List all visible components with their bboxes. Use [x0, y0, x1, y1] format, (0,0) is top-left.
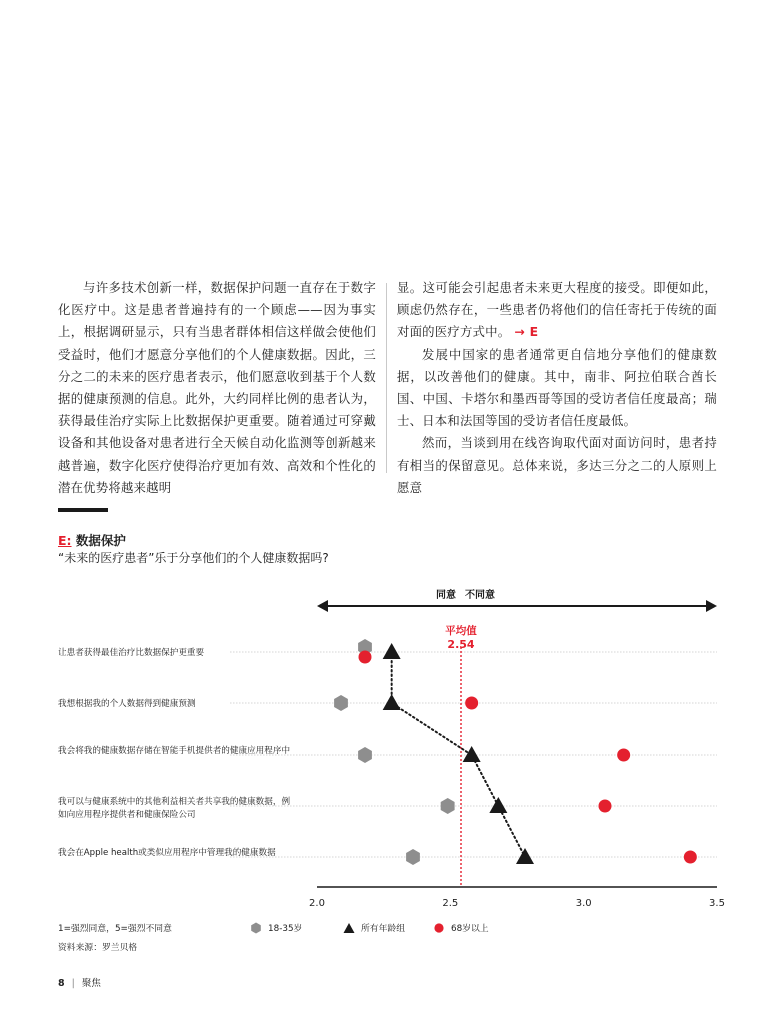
- footer-separator: |: [71, 978, 75, 989]
- legend-item-all: [343, 921, 405, 934]
- marker-all-ages: [489, 797, 507, 813]
- marker-old: [684, 851, 697, 864]
- row-label: 我会在Apple health或类似应用程序中管理我的健康数据: [58, 848, 276, 858]
- marker-young: [358, 747, 372, 763]
- marker-all-ages: [463, 746, 481, 762]
- legend-label: 所有年龄组: [361, 924, 405, 934]
- agree-label: 同意: [436, 590, 456, 601]
- marker-young: [441, 798, 455, 814]
- all-ages-connector: [392, 652, 525, 857]
- row-label: 我想根据我的个人数据得到健康预测: [58, 699, 196, 709]
- arrow-right-icon: [706, 600, 717, 612]
- row-label: 我可以与健康系统中的其他利益相关者共享我的健康数据，例如向应用程序提供者和健康保险公司: [58, 797, 291, 820]
- marker-young: [406, 849, 420, 865]
- x-tick-label: 3.5: [709, 898, 725, 909]
- body-paragraph: 显。这可能会引起患者未来更大程度的接受。即便如此，顾虑仍然存在，一些患者仍将他们的信任寄托于传统的面对面的医疗方式中。 → E: [397, 280, 717, 340]
- page-footer: [58, 975, 101, 989]
- row-label: 让患者获得最佳治疗比数据保护更重要: [58, 648, 205, 658]
- legend-item-old: [433, 921, 489, 934]
- legend-item-young: [250, 921, 302, 934]
- x-tick-label: 3.0: [575, 898, 592, 909]
- figure-reference-link[interactable]: → E: [514, 324, 539, 340]
- marker-young: [334, 695, 348, 711]
- triangle-icon: [343, 922, 355, 934]
- marker-all-ages: [516, 848, 534, 864]
- footer-section: 聚焦: [81, 978, 101, 989]
- page-number: 8: [58, 978, 65, 989]
- source-note: 资料来源：罗兰贝格: [58, 943, 138, 953]
- scale-note: 1=强烈同意，5=强烈不同意: [58, 924, 172, 934]
- arrow-left-icon: [317, 600, 328, 612]
- legend-label: 18-35岁: [268, 924, 303, 934]
- marker-old: [599, 800, 612, 813]
- body-paragraph: 然而，当谈到用在线咨询取代面对面访问时，患者持有相当的保留意见。总体来说，多达三分之二的人原则上愿意: [397, 435, 717, 495]
- body-paragraph: 发展中国家的患者通常更自信地分享他们的健康数据，以改善他们的健康。其中，南非、阿拉伯联合酋长国、中国、卡塔尔和墨西哥等国的受访者信任度最高；瑞士、日本和法国等国的受访者信任度最低。: [397, 346, 717, 429]
- hexagon-icon: [250, 922, 262, 934]
- x-tick-label: 2.5: [442, 898, 459, 909]
- marker-old: [359, 651, 372, 664]
- figure-title-text: 数据保护: [75, 533, 126, 548]
- marker-old: [617, 749, 630, 762]
- mean-label: 平均值: [445, 625, 477, 637]
- marker-all-ages: [383, 694, 401, 710]
- x-tick-label: 2.0: [309, 898, 325, 909]
- row-label: 我会将我的健康数据存储在智能手机提供者的健康应用程序中: [58, 746, 291, 756]
- circle-icon: [433, 922, 445, 934]
- figure-letter: E:: [58, 533, 72, 548]
- disagree-label: 不同意: [465, 590, 495, 601]
- figure-subtitle: “未来的医疗患者”乐于分享他们的个人健康数据吗?: [58, 551, 329, 565]
- body-paragraph: 与许多技术创新一样，数据保护问题一直存在于数字化医疗中。这是患者普遍持有的一个顾虑——因为事实上，根据调研显示，只有当患者群体相信这样做会使他们受益时，他们才愿意分享他们的个人健康数据。因此，三分之二的未来的医疗患者表示，他们愿意收到基于个人数据的健康预测的信息。此外，大约同样比例的患者认为，获得最佳治疗实际上比数据保护更重要。随着通过可穿戴设备和其他设备对患者进行全天候自动化监测等创新越来越普遍，数字化医疗使得治疗更加有效、高效和个性化的潜在优势将越来越明: [58, 280, 376, 495]
- mean-value: 2.54: [447, 638, 475, 651]
- legend-label: 68岁以上: [451, 924, 489, 934]
- marker-all-ages: [383, 643, 401, 659]
- marker-old: [465, 697, 478, 710]
